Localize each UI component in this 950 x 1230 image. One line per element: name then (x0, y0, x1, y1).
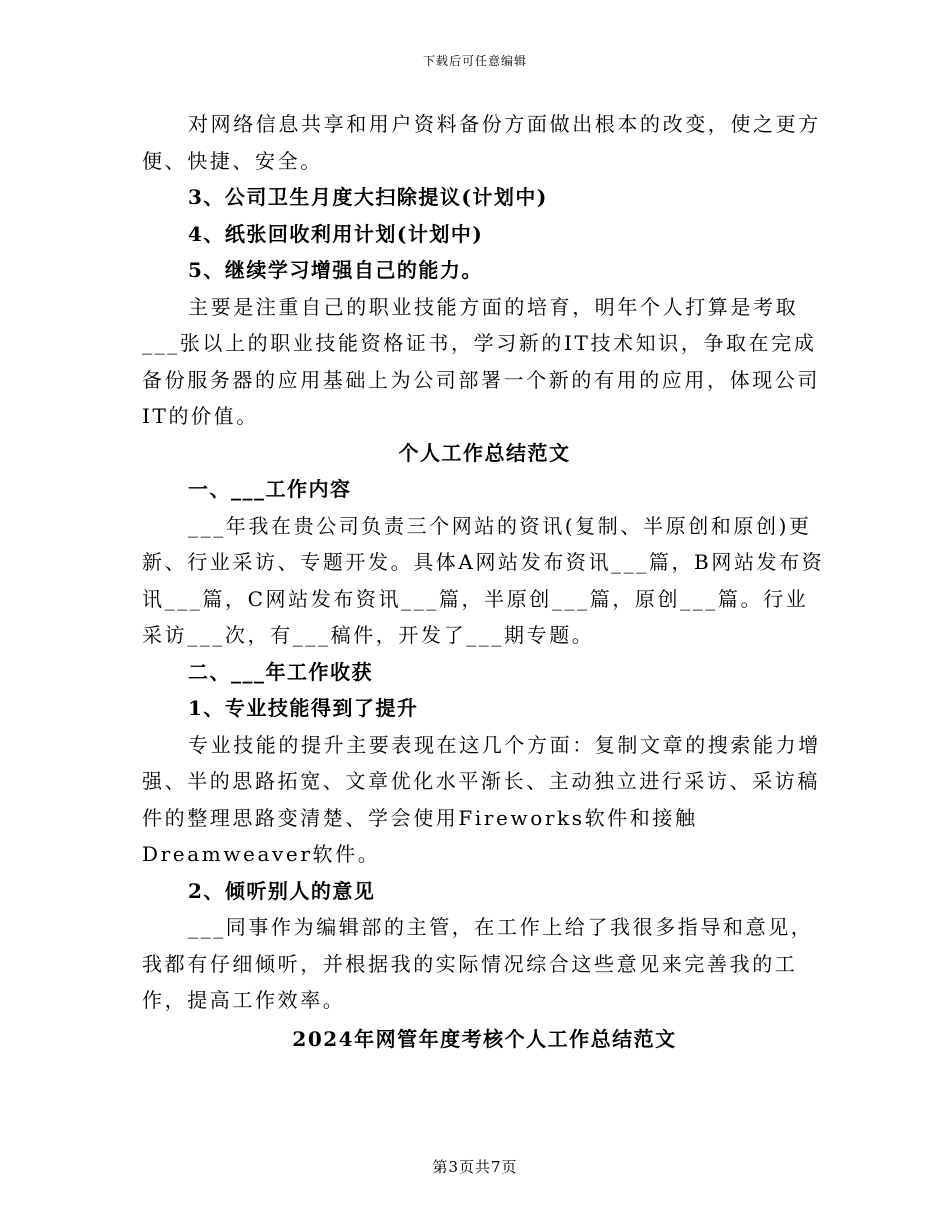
page-number: 第3页共7页 (432, 1158, 518, 1176)
paragraph-skill-training: 主要是注重自己的职业技能方面的培育，明年个人打算是考取___张以上的职业技能资格证书，学习新的IT技术知识，争取在完成备份服务器的应用基础上为公司部署一个新的有用的应用，体现公司IT的价值。 (142, 294, 820, 428)
heading-continue-learning: 5、继续学习增强自己的能力。 (188, 258, 483, 282)
paragraph-listen-to-others: ___同事作为编辑部的主管，在工作上给了我很多指导和意见，我都有仔细倾听，并根据我的实际情况综合这些意见来完善我的工作，提高工作效率。 (142, 915, 814, 1012)
paragraph-skill-improvement: 专业技能的提升主要表现在这几个方面：复制文章的搜索能力增强、半的思路拓宽、文章优化水平渐长、主动独立进行采访、采访稿件的整理思路变清楚、学会使用Fireworks软件和接触Dreamweaver软件。 (142, 732, 821, 866)
paragraph-network-sharing: 对网络信息共享和用户资料备份方面做出根本的改变，使之更方便、快捷、安全。 (142, 112, 821, 173)
document-body (142, 106, 827, 1057)
heading-work-gains: 二、___年工作收获 (188, 659, 373, 684)
paragraph-work-content: ___年我在贵公司负责三个网站的资讯(复制、半原创和原创)更新、行业采访、专题开发。具体A网站发布资讯___篇，B网站发布资讯___篇，C网站发布资讯___篇，半原创___篇，原创___篇。行业采访___次，有___稿件，开发了___期专题。 (142, 513, 825, 647)
heading-hygiene-plan: 3、公司卫生月度大扫除提议(计划中) (188, 185, 548, 209)
section-title-annual-review: 2024年网管年度考核个人工作总结范文 (292, 1026, 677, 1051)
heading-work-content: 一、___工作内容 (188, 477, 352, 501)
heading-listen-to-others: 2、倾听别人的意见 (188, 878, 376, 903)
heading-skill-improvement: 1、专业技能得到了提升 (188, 696, 419, 720)
heading-paper-recycling: 4、纸张回收利用计划(计划中) (188, 221, 484, 246)
page-header: 下载后可任意编辑 (422, 54, 527, 68)
section-title-personal-summary: 个人工作总结范文 (398, 440, 571, 465)
